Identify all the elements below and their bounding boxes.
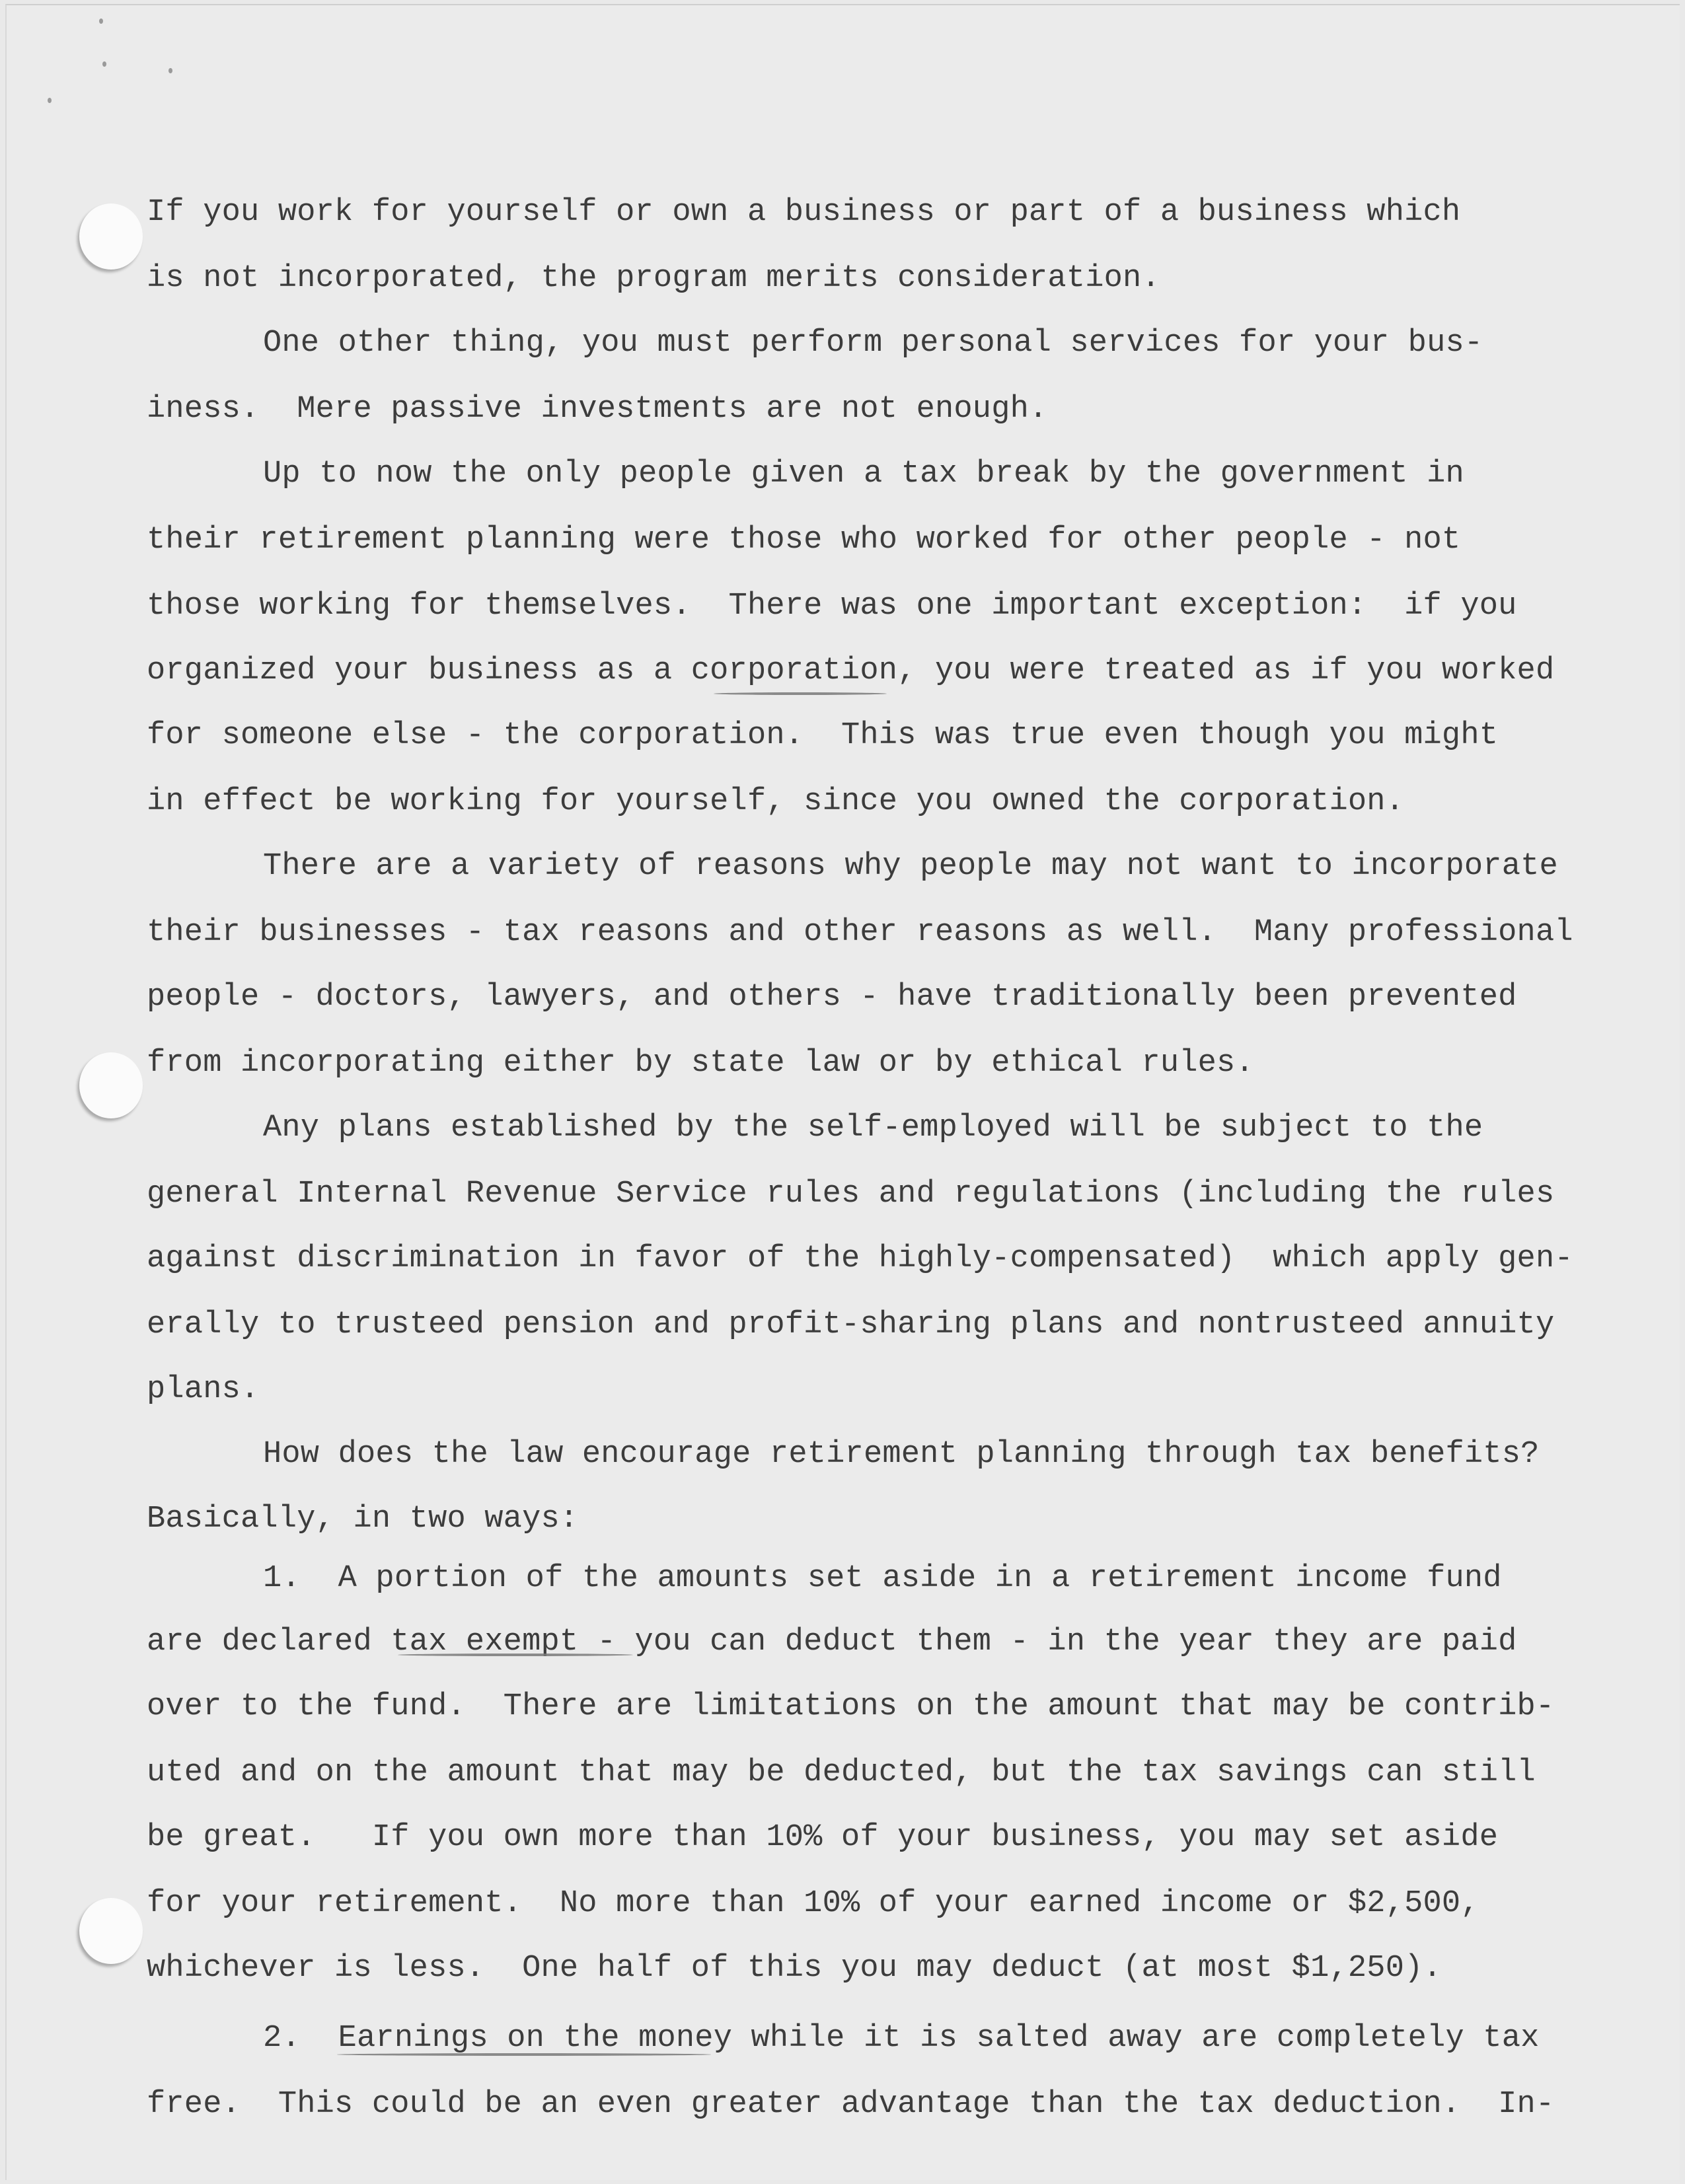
text-line: over to the fund. There are limitations on the amount that may be contrib- [147,1689,1555,1724]
text-line: erally to trusteed pension and profit-sharing plans and nontrusteed annuity [147,1307,1555,1342]
scan-speck [99,18,103,24]
scan-speck [168,68,172,73]
text-line: There are a variety of reasons why people may not want to incorporate [263,849,1558,884]
text-line: their businesses - tax reasons and other reasons as well. Many professional [147,915,1573,950]
text-line: organized your business as a corporation, you were treated as if you worked [147,653,1555,688]
text-line: 1. A portion of the amounts set aside in a retirement income fund [263,1561,1502,1596]
binder-hole-middle [79,1052,143,1118]
text-line: for your retirement. No more than 10% of your earned income or $2,500, [147,1886,1479,1921]
text-line: those working for themselves. There was one important exception: if you [147,589,1517,624]
text-line: uted and on the amount that may be deducted, but the tax savings can still [147,1755,1536,1790]
text-line: How does the law encourage retirement planning through tax benefits? [263,1437,1540,1472]
scanned-page [5,4,1680,2180]
text-line: their retirement planning were those who worked for other people - not [147,523,1461,558]
text-line: Any plans established by the self-employed will be subject to the [263,1110,1483,1146]
text-line: is not incorporated, the program merits consideration. [147,261,1160,296]
handwritten-underline-tax-exempt [398,1654,633,1656]
scan-speck [102,61,106,67]
text-line: plans. [147,1372,260,1407]
scan-speck [48,98,52,103]
handwritten-underline-corporation [714,692,887,695]
text-line: from incorporating either by state law or by ethical rules. [147,1046,1254,1081]
binder-hole-top [79,203,143,270]
text-line: people - doctors, lawyers, and others - have traditionally been prevented [147,980,1517,1015]
text-line: Up to now the only people given a tax break by the government in [263,456,1464,491]
text-line: for someone else - the corporation. This was true even though you might [147,718,1499,753]
text-line: 2. Earnings on the money while it is salted away are completely tax [263,2021,1540,2056]
text-line: whichever is less. One half of this you may deduct (at most $1,250). [147,1951,1442,1986]
text-line: be great. If you own more than 10% of your business, you may set aside [147,1820,1499,1855]
handwritten-underline-earnings [337,2053,711,2056]
text-line: One other thing, you must perform personal services for your bus- [263,326,1483,361]
text-line: Basically, in two ways: [147,1502,579,1537]
text-line: iness. Mere passive investments are not enough. [147,392,1048,427]
text-line: in effect be working for yourself, since you owned the corporation. [147,784,1405,819]
text-line: free. This could be an even greater advantage than the tax deduction. In- [147,2087,1555,2122]
binder-hole-bottom [79,1898,143,1964]
text-line: general Internal Revenue Service rules and regulations (including the rules [147,1177,1555,1212]
text-line: are declared tax exempt - you can deduct them - in the year they are paid [147,1624,1517,1659]
text-line: against discrimination in favor of the highly-compensated) which apply gen- [147,1241,1573,1276]
text-line: If you work for yourself or own a business or part of a business which [147,195,1461,230]
